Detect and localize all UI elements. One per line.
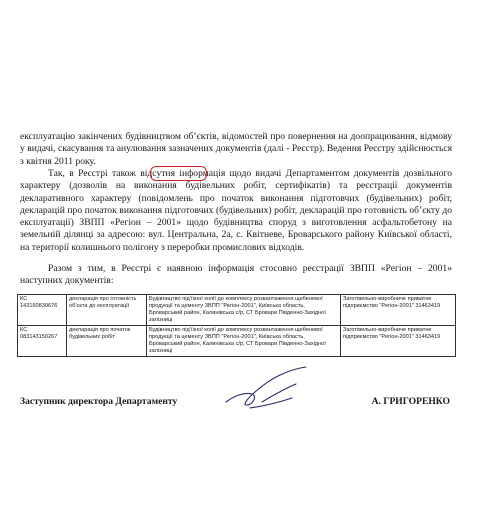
paragraph-missing-info-start: Так, в Реєстрі також: [48, 168, 141, 179]
paragraph-missing-info: [20, 168, 452, 254]
object-cell: Будівництво під’їзної колії до комплексу розвантаження щебеневої продукції та цементу ЗВПП "Регіон-2001", Київська область, Броварський район, Калинівська с/р, СТ Бровари Південно-Західної залізниці: [147, 295, 341, 326]
table-row: [18, 295, 456, 326]
doc-number-cell: КС 143160830676: [18, 295, 67, 326]
signer-title: Заступник директора Департаменту: [20, 396, 178, 407]
doc-type-cell: декларація про готовність об’єкта до експлуатації: [67, 295, 147, 326]
highlighted-word: відсутня: [140, 168, 175, 179]
red-circle-annotation: [150, 166, 207, 181]
paragraph-missing-info-rest: інформація щодо видачі Департаментом документів дозвільного характеру (дозволів на виконання будівельних робіт, сертифікатів) та реєстрації документів декларативного характеру (повідомлень про початок виконання підготовчих (будівельних) робіт, декларацій про початок виконання підготовчих (будівельних) робіт, декларацій про готовність об’єкту до експлуатації) ЗВПП «Регіон – 2001» щодо будівництва споруд з виготовлення асфальтобетону на земельній ділянці за адресою: вул. Центральна, 2а, с. Квітневе, Броварського району Київської області, на території колишнього полігону з переробки промислових відходів.: [20, 168, 452, 253]
paragraph-existing-info: Разом з тим, в Реєстрі є наявною інформація стосовно реєстрації ЗВПП «Регіон – 2001» наступних документів:: [20, 263, 452, 287]
registry-table: [17, 294, 456, 357]
handwritten-signature: [222, 362, 314, 412]
paragraph-registry-description: експлуатацію закінчених будівництвом об’єктів, відомостей про повернення на доопрацювання, відмову у видачі, скасування та анулювання зазначених документів (далі - Реєстр). Ведення Реєстру здійснюється з квітня 2011 року.: [20, 131, 452, 167]
doc-type-cell: декларація про початок будівельних робіт: [67, 326, 147, 357]
table-row: [18, 326, 456, 357]
customer-cell: Заготівельно-виробниче приватне підприємство "Регіон-2001" 31463419: [341, 326, 456, 357]
signer-name: А. ГРИГОРЕНКО: [371, 396, 450, 407]
customer-cell: Заготівельно-виробниче приватне підприємство "Регіон-2001" 31463419: [341, 295, 456, 326]
doc-number-cell: КС 083143150267: [18, 326, 67, 357]
object-cell: Будівництво під’їзної колії до комплексу розвантаження щебеневої продукції та цементу ЗВПП "Регіон-2001", Київська область, Броварський район, Калинівська с/р, СТ Бровари Південно-Західної залізниці: [147, 326, 341, 357]
